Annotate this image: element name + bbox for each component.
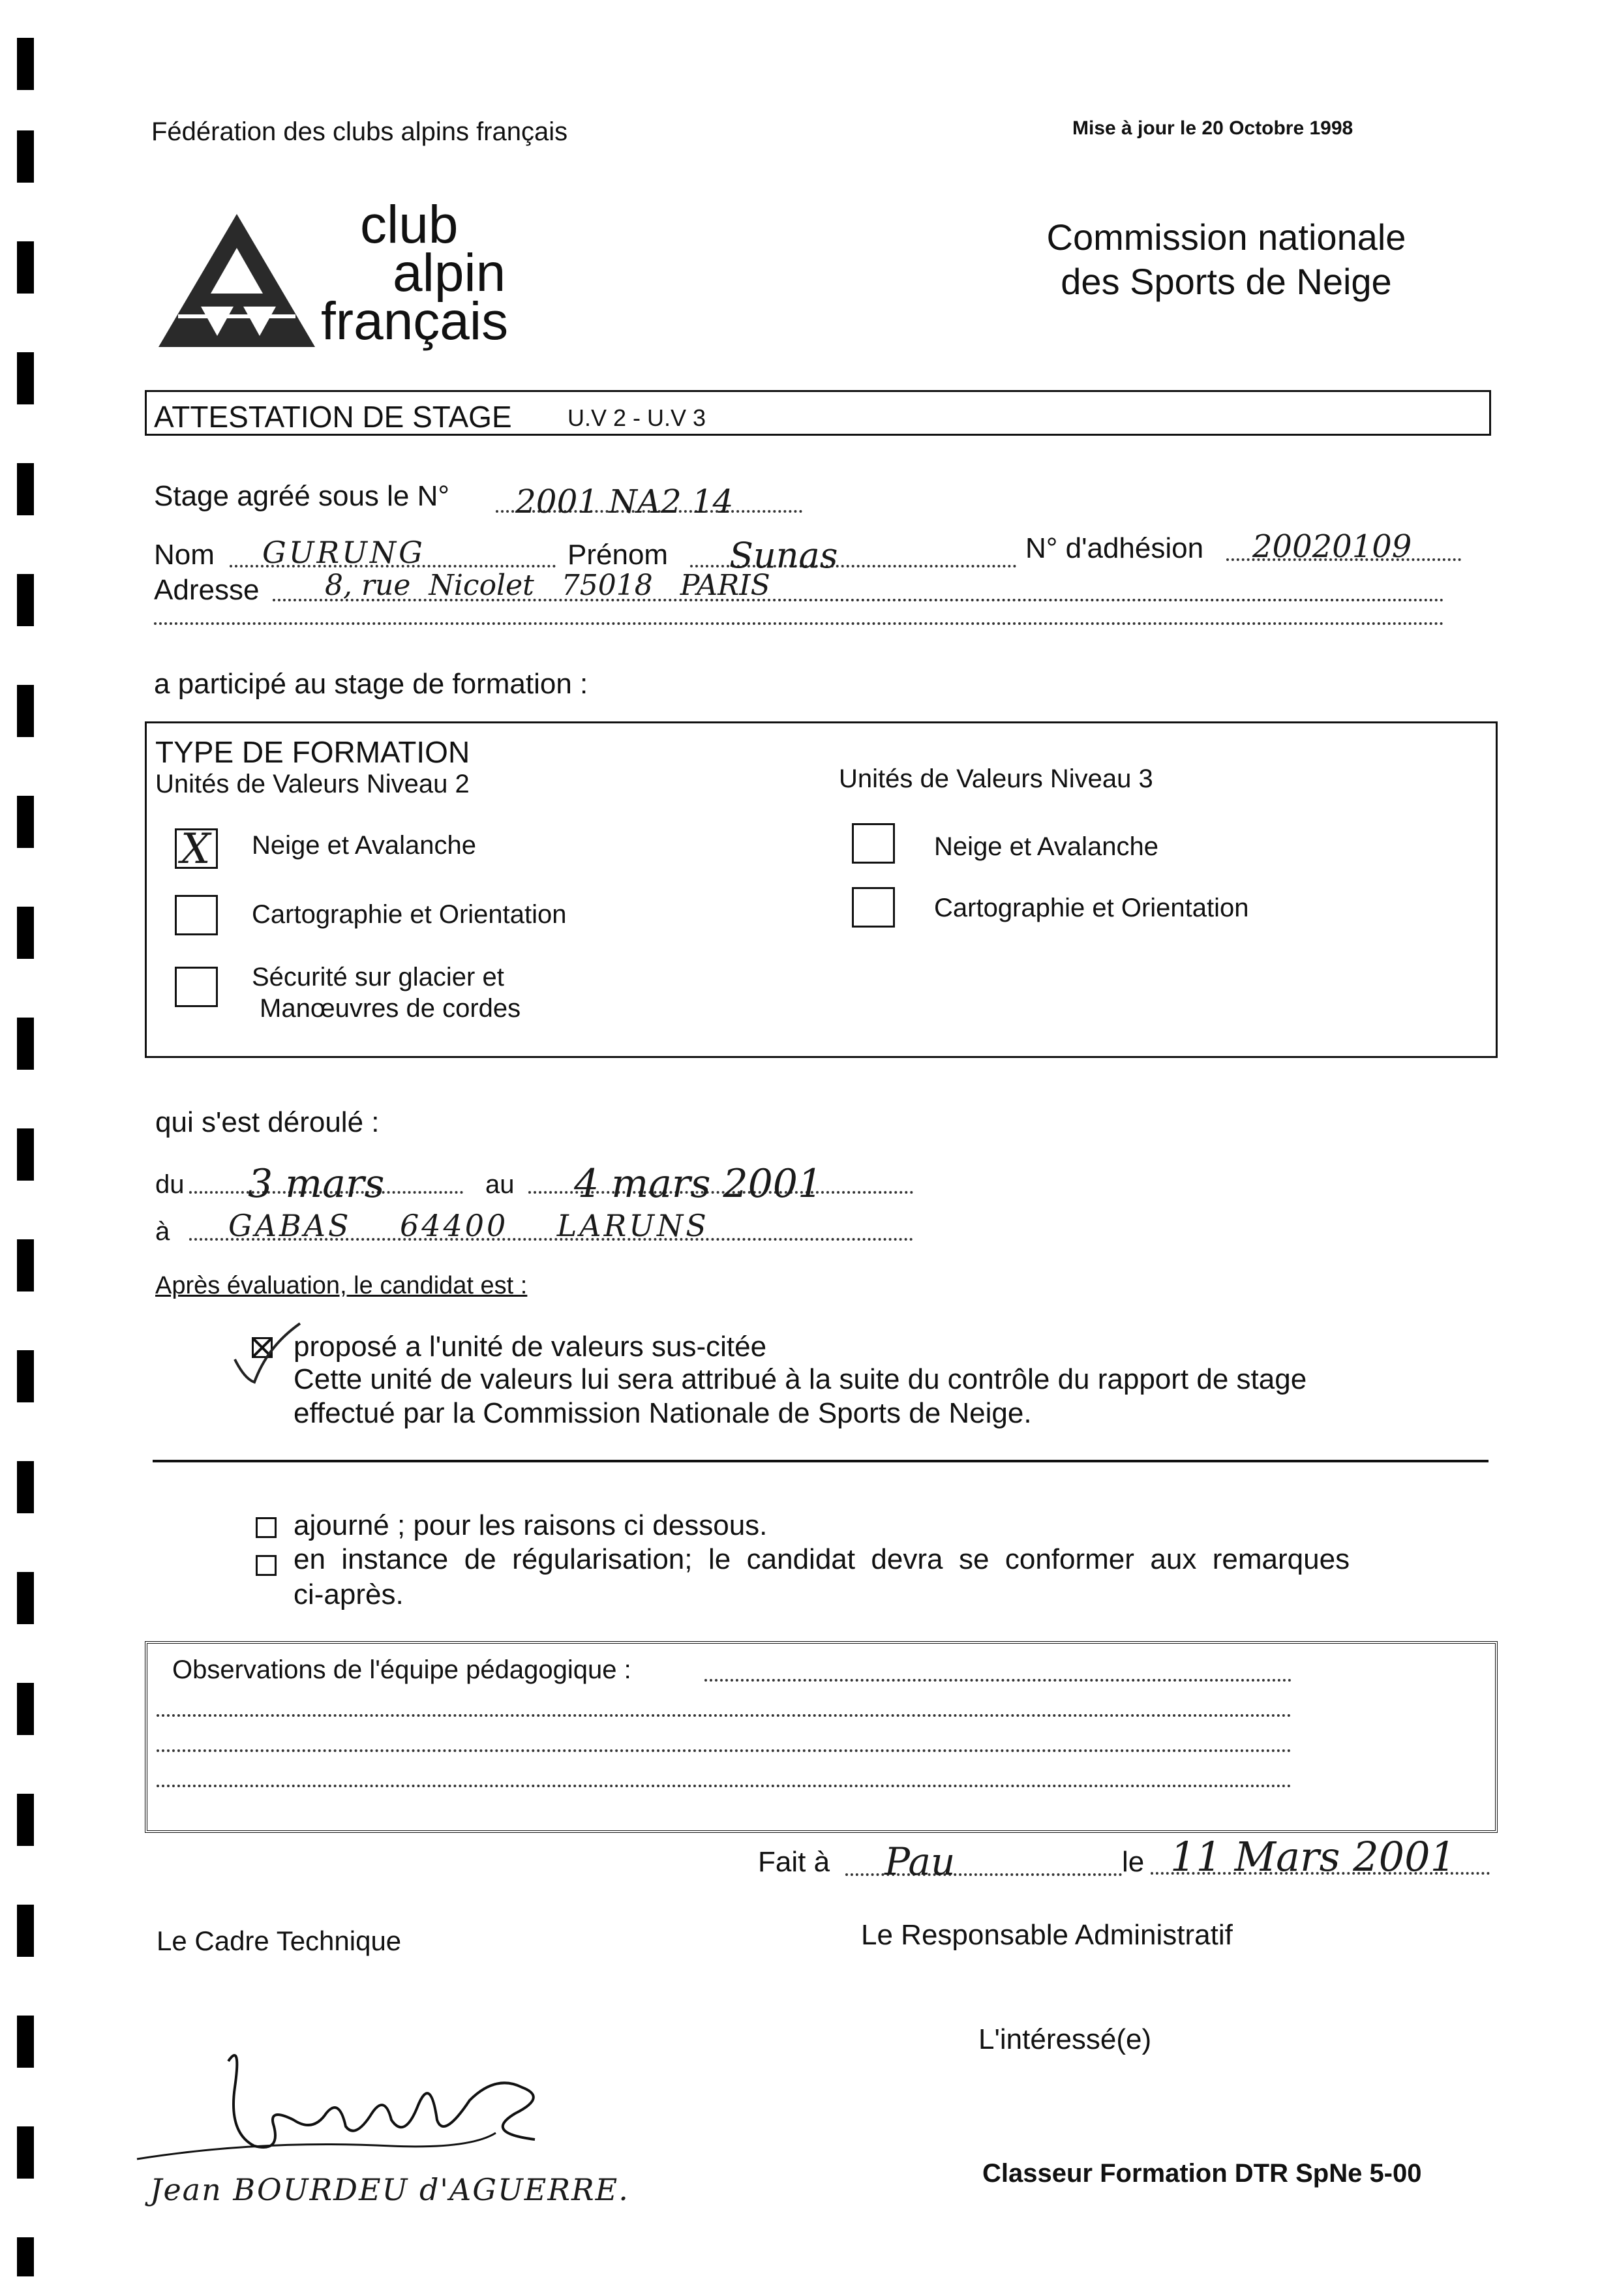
n3-cartographie-checkbox[interactable] xyxy=(852,887,895,928)
n2-securite-label-2: Manœuvres de cordes xyxy=(260,994,521,1023)
adresse-field[interactable] xyxy=(273,569,1444,601)
binder-mark xyxy=(17,1239,34,1292)
nom-value: GURUNG xyxy=(262,535,425,570)
instance-label-2: ci-après. xyxy=(294,1578,404,1610)
lieu-value: GABAS 64400 LARUNS xyxy=(228,1208,709,1243)
formation-title: TYPE DE FORMATION xyxy=(155,735,470,769)
stage-label: Stage agréé sous le N° xyxy=(154,480,449,512)
au-label: au xyxy=(485,1170,515,1199)
binder-mark xyxy=(17,574,34,626)
club-alpin-logo-icon xyxy=(155,209,318,352)
binder-mark xyxy=(17,1905,34,1957)
adhesion-label: N° d'adhésion xyxy=(1025,532,1204,564)
du-field[interactable] xyxy=(189,1161,463,1207)
niveau-3-title: Unités de Valeurs Niveau 3 xyxy=(839,764,1153,793)
logo-line-francais: français xyxy=(321,292,509,351)
niveau-2-title: Unités de Valeurs Niveau 2 xyxy=(155,770,470,798)
prenom-field[interactable] xyxy=(690,535,1016,576)
fait-a-value: Pau xyxy=(884,1839,956,1884)
binder-mark xyxy=(17,1572,34,1624)
binder-mark xyxy=(17,1128,34,1181)
stage-number-value: 2001 NA2 14 xyxy=(515,483,734,521)
commission-title xyxy=(991,215,1461,304)
adresse-value: 8, rue Nicolet 75018 PARIS xyxy=(325,569,770,602)
instance-checkbox[interactable] xyxy=(256,1555,277,1576)
ajourne-checkbox[interactable] xyxy=(256,1517,277,1538)
stage-number-field[interactable] xyxy=(496,483,802,521)
prenom-value: Sunas xyxy=(729,535,838,576)
adresse-label: Adresse xyxy=(154,574,260,606)
date-value: 11 Mars 2001 xyxy=(1170,1833,1456,1881)
logo-line-club: club xyxy=(360,195,459,254)
fait-a-field[interactable] xyxy=(845,1839,1122,1884)
binder-mark xyxy=(17,1461,34,1513)
logo-wordmark xyxy=(321,195,509,351)
ajourne-label: ajourné ; pour les raisons ci dessous. xyxy=(294,1509,768,1541)
du-label: du xyxy=(155,1170,185,1199)
binder-mark xyxy=(17,685,34,737)
observations-line-1[interactable] xyxy=(704,1663,1292,1682)
prenom-label: Prénom xyxy=(567,539,669,571)
signer-name: Jean BOURDEU d'AGUERRE. xyxy=(150,2172,629,2207)
instance-label: en instance de régularisation; le candidat devra se conformer aux remarques xyxy=(294,1543,1350,1575)
binder-mark xyxy=(17,1794,34,1846)
binder-mark xyxy=(17,130,34,183)
attestation-title: ATTESTATION DE STAGE xyxy=(154,400,512,434)
date-field[interactable] xyxy=(1151,1833,1490,1881)
logo-line-alpin: alpin xyxy=(393,243,506,303)
evaluation-label: Après évaluation, le candidat est : xyxy=(155,1272,528,1299)
adresse-second-line[interactable] xyxy=(154,601,1444,625)
adhesion-field[interactable] xyxy=(1226,528,1461,565)
deroule-label: qui s'est déroulé : xyxy=(155,1106,380,1138)
n2-neige-checkbox[interactable] xyxy=(175,825,218,873)
n2-securite-label: Sécurité sur glacier et xyxy=(252,963,504,991)
uv-subtitle: U.V 2 - U.V 3 xyxy=(567,404,706,431)
n2-cartographie-checkbox[interactable] xyxy=(175,895,218,935)
n3-neige-label: Neige et Avalanche xyxy=(934,832,1158,861)
binder-mark xyxy=(17,352,34,404)
responsable-label: Le Responsable Administratif xyxy=(861,1919,1233,1951)
n2-cartographie-label: Cartographie et Orientation xyxy=(252,900,567,929)
binder-mark xyxy=(17,1683,34,1735)
nom-field[interactable] xyxy=(230,535,556,570)
cadre-technique-label: Le Cadre Technique xyxy=(157,1926,402,1956)
binder-mark xyxy=(17,463,34,515)
n2-securite-checkbox[interactable] xyxy=(175,967,218,1007)
binder-mark xyxy=(17,2016,34,2068)
proposed-note-1: Cette unité de valeurs lui sera attribué à la suite du contrôle du rapport de stage xyxy=(294,1363,1307,1395)
binder-mark xyxy=(17,796,34,848)
commission-line-2: des Sports de Neige xyxy=(1061,261,1392,302)
federation-name: Fédération des clubs alpins français xyxy=(151,117,568,146)
date-label: le xyxy=(1122,1846,1145,1878)
au-field[interactable] xyxy=(528,1161,913,1207)
binder-mark xyxy=(17,907,34,959)
n3-neige-checkbox[interactable] xyxy=(852,823,895,864)
au-value: 4 mars 2001 xyxy=(574,1161,823,1207)
nom-label: Nom xyxy=(154,539,215,571)
commission-line-1: Commission nationale xyxy=(1046,217,1406,258)
update-date: Mise à jour le 20 Octobre 1998 xyxy=(1072,117,1353,139)
n2-neige-label: Neige et Avalanche xyxy=(252,831,476,860)
n2-neige-check-mark: X xyxy=(181,825,211,873)
observations-label: Observations de l'équipe pédagogique : xyxy=(172,1655,631,1684)
proposed-note-2: effectué par la Commission Nationale de Sports de Neige. xyxy=(294,1397,1032,1429)
separator-line xyxy=(153,1460,1489,1462)
du-value: 3 mars xyxy=(248,1161,385,1207)
classeur-label: Classeur Formation DTR SpNe 5-00 xyxy=(982,2159,1422,2188)
interesse-label: L'intéressé(e) xyxy=(978,2023,1152,2055)
binder-mark xyxy=(17,1350,34,1402)
observations-line-3[interactable] xyxy=(157,1736,1292,1752)
binder-mark xyxy=(17,2237,34,2276)
binder-mark xyxy=(17,241,34,294)
binder-mark xyxy=(17,1018,34,1070)
observations-line-2[interactable] xyxy=(157,1701,1292,1717)
proposed-label: proposé a l'unité de valeurs sus-citée xyxy=(294,1331,767,1363)
binder-mark xyxy=(17,38,34,90)
lieu-label: à xyxy=(155,1217,170,1246)
adhesion-value: 20020109 xyxy=(1252,528,1412,565)
n3-cartographie-label: Cartographie et Orientation xyxy=(934,894,1249,922)
binder-mark xyxy=(17,2126,34,2179)
observations-line-4[interactable] xyxy=(157,1772,1292,1787)
fait-a-label: Fait à xyxy=(758,1846,830,1878)
lieu-field[interactable] xyxy=(189,1208,913,1241)
handwritten-signature-icon xyxy=(130,2035,574,2185)
participation-label: a participé au stage de formation : xyxy=(154,668,588,700)
